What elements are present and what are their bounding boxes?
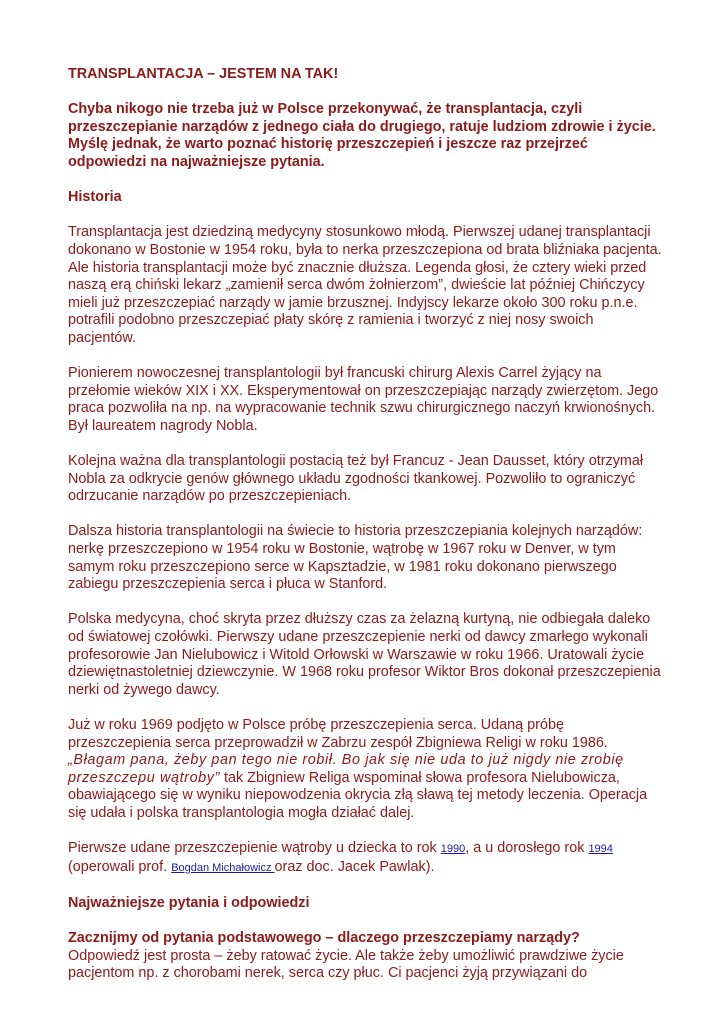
history-paragraph-2: Pionierem nowoczesnej transplantologii był francuski chirurg Alexis Carrel żyjący na przełomie wieków XIX i XX. Eksperymentował on przeszczepiając narządy zwierzętom. Jego praca pozwoliła na np. na wypracowanie technik szwu chirurgicznego naczyń krwionośnych. Był laureatem nagrody Nobla. — [68, 365, 659, 434]
history-paragraph-6 — [68, 717, 664, 823]
link-1990[interactable]: 1990 — [440, 843, 466, 856]
paragraph-6-rest: tak Zbigniew Religa wspominał słowa profesora Nielubowicza, obawiającego się w wyniku niepowodzenia okrycia złą sławą tej metody leczenia. Operacja się udała i polska transplantologia mogła działać dalej. — [68, 769, 648, 821]
qa-heading: Najważniejsze pytania i odpowiedzi — [68, 894, 310, 911]
paragraph-7-text-c: (operowali prof. — [68, 858, 172, 875]
lead-paragraph: Chyba nikogo nie trzeba już w Polsce przekonywać, że transplantacja, czyli przeszczepianie narządów z jednego ciała do drugiego, ratuje ludziom zdrowie i życie. Myślę jednak, że warto poznać historię przeszczepień i jeszcze raz przejrzeć odpowiedzi na najważniejsze pytania. — [68, 101, 656, 170]
paragraph-6-intro: Już w roku 1969 podjęto w Polsce próbę przeszczepienia serca. Udaną próbę przeszczepienia serca przeprowadził w Zabrzu zespół Zbigniewa Religi w roku 1986. — [68, 716, 608, 751]
history-paragraph-7 — [68, 840, 664, 877]
paragraph-7-text-b: , a u dorosłego rok — [465, 840, 589, 857]
history-paragraph-5: Polska medycyna, choć skryta przez dłuższy czas za żelazną kurtyną, nie odbiegała daleko od światowej czołówki. Pierwszy udane przeszczepienie nerki od dawcy zmarłego wykonali profesorowie Jan Nielubowicz i Witold Orłowski w Warszawie w roku 1966. Uratowali życie dziewiętnastoletniej dziewczynie. W 1968 roku profesor Wiktor Bros dokonał przeszczepienia nerki od żywego dawcy. — [68, 611, 661, 698]
answer-1: Odpowiedź jest prosta – żeby ratować życie. Ale także żeby umożliwić prawdziwe życie pacjentom np. z chorobami nerek, serca czy płuc. Ci pacjenci żyją przywiązani do — [68, 947, 624, 982]
paragraph-7-text-d: oraz doc. Jacek Pawlak). — [274, 858, 435, 875]
document-page — [68, 66, 664, 983]
history-heading: Historia — [68, 189, 122, 206]
question-1: Zacznijmy od pytania podstawowego – dlaczego przeszczepiamy narządy? — [68, 930, 580, 947]
paragraph-7-text-a: Pierwsze udane przeszczepienie wątroby u dziecka to rok — [68, 840, 441, 857]
document-title: TRANSPLANTACJA – JESTEM NA TAK! — [68, 66, 339, 82]
link-1994[interactable]: 1994 — [588, 843, 613, 856]
link-bogdan-michalowicz[interactable]: Bogdan Michałowicz — [171, 861, 275, 874]
history-paragraph-4: Dalsza historia transplantologii na świecie to historia przeszczepiania kolejnych narządów: nerkę przeszczepiono w 1954 roku w Bostonie, wątrobę w 1967 roku w Denver, w tym samym roku przeszczepiono serce w Kapsztadzie, w 1981 roku dokonano pierwszego zabiegu przeszczepienia serca i płuca w Stanford. — [68, 523, 643, 593]
history-paragraph-1: Transplantacja jest dziedziną medycyny stosunkowo młodą. Pierwszej udanej transplantacji dokonano w Bostonie w 1954 roku, była to nerka przeszczepiona od brata bliźniaka pacjenta. Ale historia transplantacji może być znacznie dłuższa. Legenda głosi, że cztery wieki przed naszą erą chiński lekarz „zamienił serca dwóm żołnierzom”, dwieście lat później Chińczycy mieli już przeszczepiać narządy w jamie brzusznej. Indyjscy lekarze około 300 roku p.n.e. potrafili podobno przeszczepiać płaty skórę z ramienia i tworzyć z niej nosy swoich pacjentów. — [68, 224, 662, 346]
history-paragraph-3: Kolejna ważna dla transplantologii postacią też był Francuz - Jean Dausset, który otrzymał Nobla za odkrycie genów głównego układu zgodności tkankowej. Pozwoliło to ograniczyć odrzucanie narządów po przeszczepieniach. — [68, 453, 644, 505]
religa-quote: „Błagam pana, żeby pan tego nie robił. Bo jak się nie uda to już nigdy nie zrobię przeszczepu wątroby” — [68, 752, 624, 786]
